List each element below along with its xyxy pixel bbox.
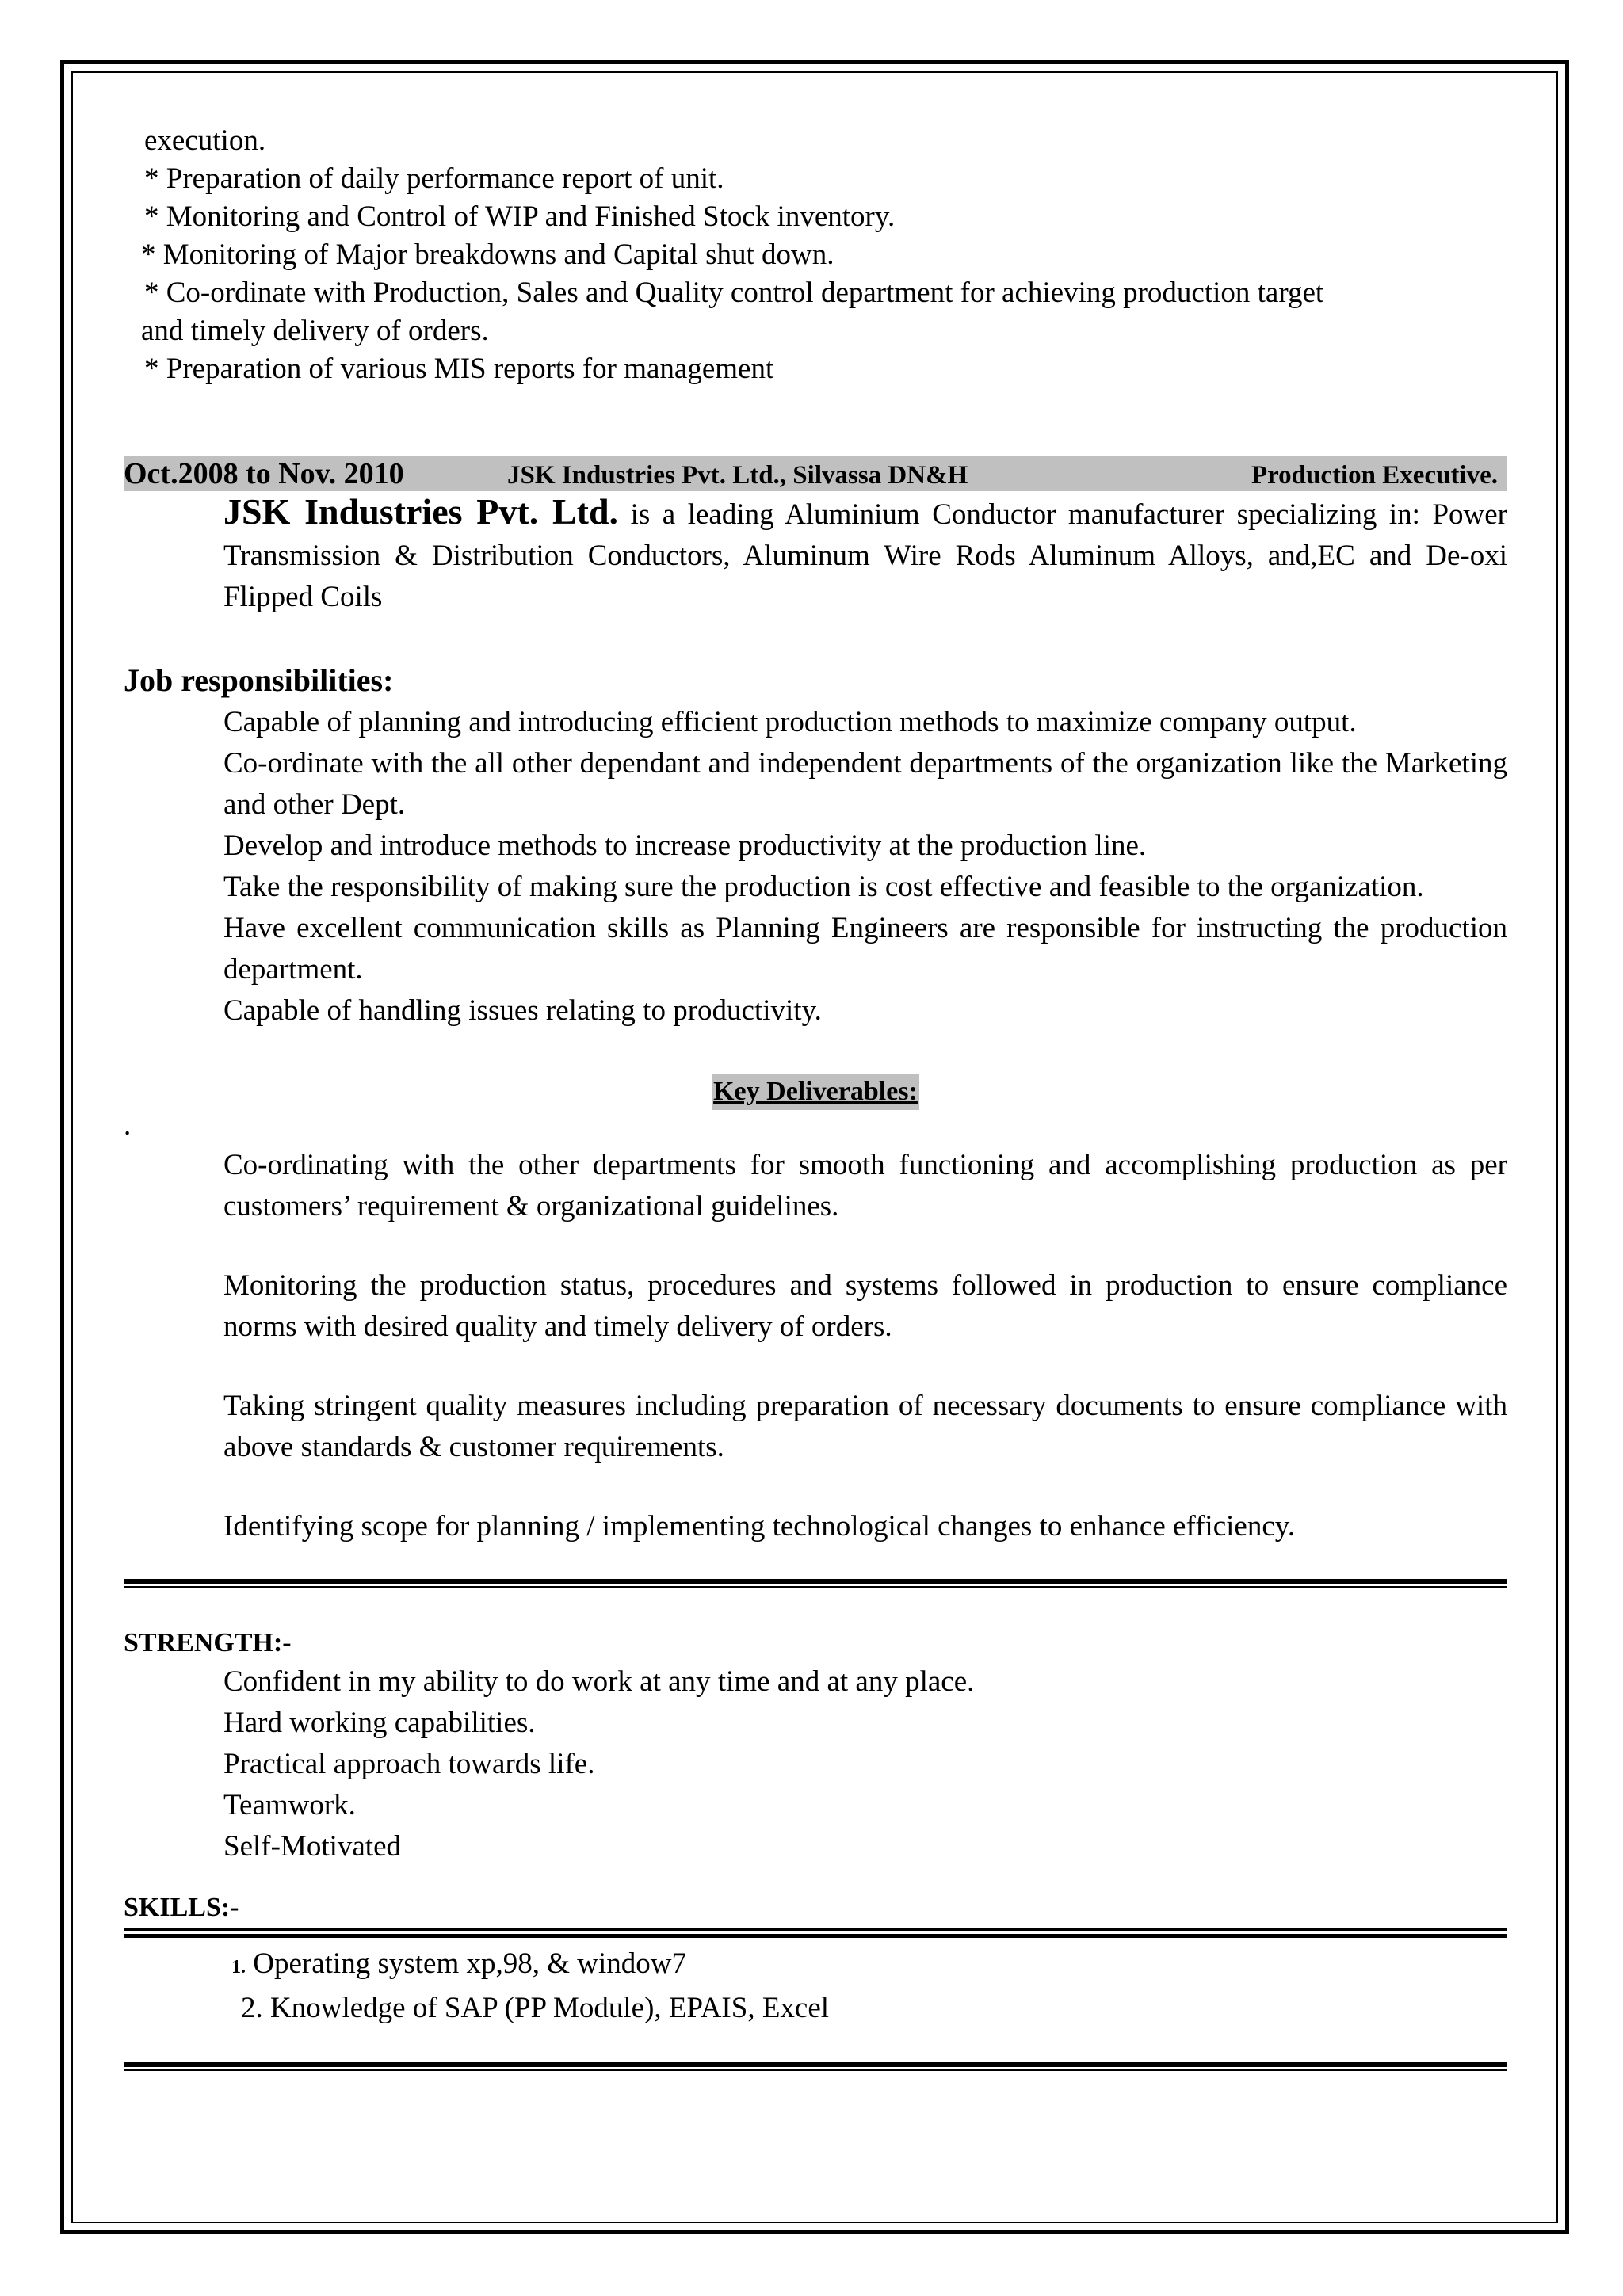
strength-heading: STRENGTH:- bbox=[124, 1628, 292, 1657]
list-item bbox=[223, 1785, 1507, 1826]
job-title: Production Executive. bbox=[1251, 461, 1498, 490]
intro-line: * Monitoring of Major breakdowns and Capital shut down. bbox=[141, 238, 834, 271]
stray-dot: . bbox=[124, 1109, 132, 1142]
list-item-text: Capable of planning and introducing efficient production methods to maximize company output. bbox=[223, 706, 1357, 738]
list-item bbox=[223, 1661, 1507, 1703]
list-item-text: Teamwork. bbox=[223, 1789, 356, 1821]
key-deliverables-heading-wrap bbox=[124, 1073, 1507, 1110]
key-deliverables-heading: Key Deliverables: bbox=[712, 1074, 919, 1110]
job-header-bar bbox=[124, 456, 1507, 491]
strength-list bbox=[124, 1661, 1507, 1867]
intro-line: * Preparation of daily performance report of unit. bbox=[144, 162, 724, 195]
list-item-text: Develop and introduce methods to increase productivity at the production line. bbox=[223, 830, 1147, 862]
list-item bbox=[223, 491, 1507, 618]
intro-block bbox=[124, 122, 1507, 388]
list-item-text: Take the responsibility of making sure the production is cost effective and feasible to the organization. bbox=[223, 871, 1424, 903]
footer-divider bbox=[124, 2062, 1507, 2067]
responsibilities-list bbox=[124, 702, 1507, 1032]
company-name: JSK Industries Pvt. Ltd. bbox=[223, 491, 619, 532]
intro-line: and timely delivery of orders. bbox=[141, 315, 489, 347]
intro-line: * Preparation of various MIS reports for management bbox=[144, 353, 774, 385]
list-item-text: Taking stringent quality measures including preparation of necessary documents to ensure compliance with above standards & customer requirements. bbox=[223, 1390, 1507, 1463]
list-item bbox=[223, 1386, 1507, 1468]
company-description: is a leading Aluminium Conductor manufacturer specializing in: Power Transmission & Distribution Conductors, Aluminum Wire Rods Aluminum Alloys, and,EC and De-oxi Flipped Coils bbox=[223, 498, 1507, 613]
list-item-text: Co-ordinate with the all other dependant and independent departments of the organization like the Marketing and other Dept. bbox=[223, 747, 1507, 821]
list-item bbox=[223, 702, 1507, 743]
list-item-text: Operating system xp,98, & window7 bbox=[246, 1947, 686, 1980]
job-company: JSK Industries Pvt. Ltd., Silvassa DN&H bbox=[507, 461, 968, 490]
list-item-text: Confident in my ability to do work at any time and at any place. bbox=[223, 1665, 975, 1698]
list-item-text: Have excellent communication skills as Planning Engineers are responsible for instructing the production department. bbox=[223, 912, 1507, 986]
list-item bbox=[223, 743, 1507, 826]
resume-page bbox=[124, 122, 1507, 2067]
skills-divider bbox=[124, 1928, 1507, 1931]
list-item bbox=[223, 908, 1507, 990]
responsibilities-heading: Job responsibilities: bbox=[124, 662, 394, 698]
list-item bbox=[223, 1988, 1507, 2029]
list-item-text: Practical approach towards life. bbox=[223, 1748, 595, 1780]
company-intro bbox=[124, 491, 1507, 618]
list-item-text: Capable of handling issues relating to productivity. bbox=[223, 994, 822, 1027]
intro-line: * Monitoring and Control of WIP and Finished Stock inventory. bbox=[144, 200, 896, 233]
list-item bbox=[223, 867, 1507, 908]
skills-list bbox=[124, 1943, 1507, 2029]
list-item bbox=[223, 990, 1507, 1032]
section-divider bbox=[124, 1579, 1507, 1584]
list-item-text: 2. Knowledge of SAP (PP Module), EPAIS, Excel bbox=[241, 1992, 830, 2024]
skill-number: 1. bbox=[231, 1957, 246, 1978]
list-item bbox=[223, 1506, 1507, 1547]
list-item-text: Co-ordinating with the other departments for smooth functioning and accomplishing production as per customers’ requirement & organizational guidelines. bbox=[223, 1149, 1507, 1222]
list-item-text: Identifying scope for planning / implementing technological changes to enhance efficiency. bbox=[223, 1510, 1296, 1543]
list-item-text: Hard working capabilities. bbox=[223, 1707, 536, 1739]
list-item bbox=[223, 1227, 1507, 1265]
list-item bbox=[223, 1468, 1507, 1506]
key-deliverables-list bbox=[124, 1145, 1507, 1547]
list-item bbox=[223, 1826, 1507, 1867]
list-item-text: Monitoring the production status, procedures and systems followed in production to ensure compliance norms with desired quality and timely delivery of orders. bbox=[223, 1269, 1507, 1343]
intro-line: execution. bbox=[144, 124, 266, 157]
list-item-text: Self-Motivated bbox=[223, 1830, 402, 1863]
list-item bbox=[223, 1145, 1507, 1227]
list-item bbox=[223, 1943, 1507, 1988]
intro-line: * Co-ordinate with Production, Sales and Quality control department for achieving production target bbox=[144, 277, 1324, 309]
list-item bbox=[223, 1348, 1507, 1386]
list-item bbox=[223, 826, 1507, 867]
job-period: Oct.2008 to Nov. 2010 bbox=[124, 456, 407, 491]
skills-heading: SKILLS:- bbox=[124, 1893, 239, 1922]
list-item bbox=[223, 1703, 1507, 1744]
list-item bbox=[223, 1265, 1507, 1348]
list-item bbox=[223, 1744, 1507, 1785]
